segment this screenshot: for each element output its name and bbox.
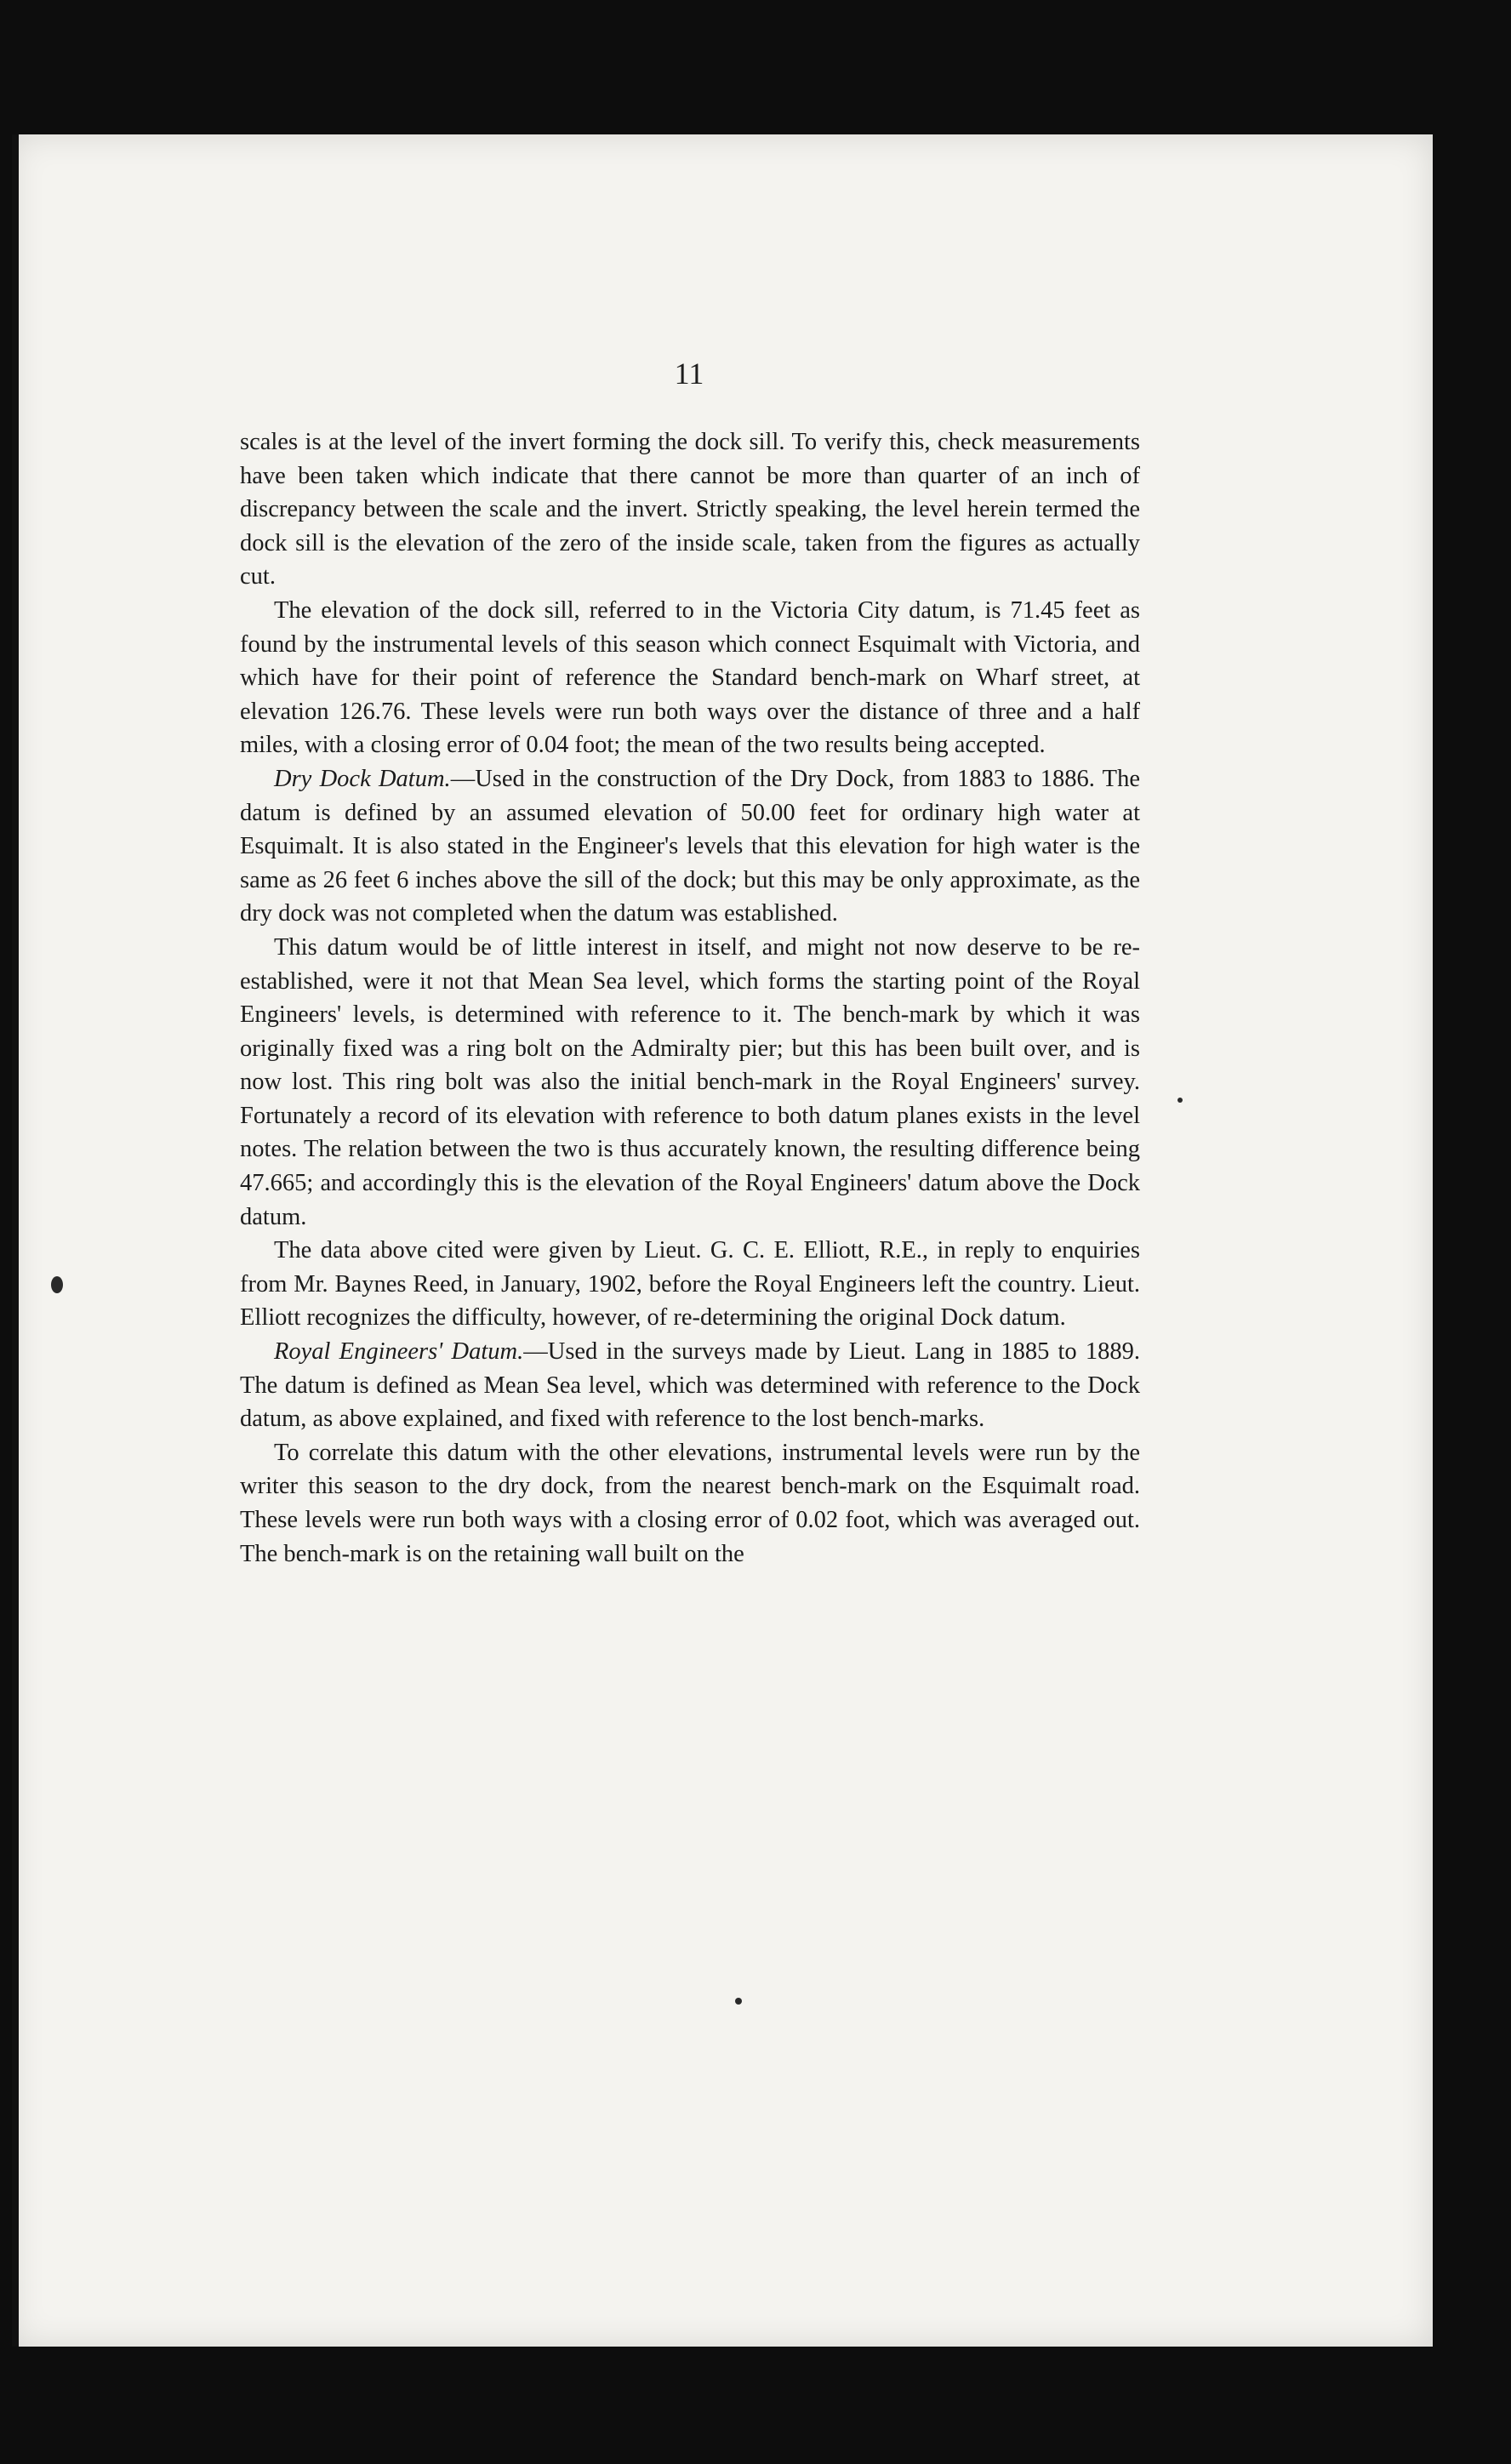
paragraph-1-text: scales is at the level of the invert forming the dock sill. To verify this, check measurements have been taken which indicate that there cannot be more than quarter of an inch of discrepancy between the scale and the invert. Strictly speaking, the level herein termed the dock sill is the elevation of the zero of the inside scale, taken from the figures as actually cut. [240, 429, 1140, 590]
page-edge-shadow [12, 134, 19, 2347]
paragraph-dry-dock-datum [240, 762, 1140, 931]
paragraph-7-text: To correlate this datum with the other elevations, instrumental levels were run by the writer this season to the dry dock, from the nearest bench-mark on the Esquimalt road. These levels were run both ways with a closing error of 0.02 foot, which was averaged out. The bench-mark is on the retaining wall built on the [240, 1439, 1140, 1567]
paragraph-1 [240, 425, 1140, 594]
scan-speck [51, 1276, 63, 1293]
paragraph-7 [240, 1436, 1140, 1571]
paragraph-4 [240, 931, 1140, 1234]
section-heading-dry-dock-datum: Dry Dock Datum. [274, 765, 451, 792]
paragraph-royal-engineers-datum [240, 1335, 1140, 1436]
scan-speck [1177, 1098, 1183, 1103]
paragraph-6-text: —Used in the surveys made by Lieut. Lang in 1885 to 1889. The datum is defined as Mean Sea level, which was determined with reference to the Dock datum, as above explained, and fixed with reference to the lost bench-marks. [240, 1338, 1141, 1433]
paragraph-2-text: The elevation of the dock sill, referred to in the Victoria City datum, is 71.45 feet as found by the instrumental levels of this season which connect Esquimalt with Victoria, and which have for their point of reference the Standard bench-mark on Wharf street, at elevation 126.76. These levels were run both ways over the distance of three and a half miles, with a closing error of 0.04 foot; the mean of the two results being accepted. [240, 596, 1140, 759]
scan-speck [735, 1998, 742, 2005]
paragraph-3-text: —Used in the construction of the Dry Dock, from 1883 to 1886. The datum is defined by an assumed elevation of 50.00 feet for ordinary high water at Esquimalt. It is also stated in the Engineer's levels that this elevation for high water is the same as 26 feet 6 inches above the sill of the dock; but this may be only approximate, as the dry dock was not completed when the datum was established. [240, 765, 1140, 927]
paragraph-5 [240, 1234, 1140, 1335]
paragraph-5-text: The data above cited were given by Lieut. G. C. E. Elliott, R.E., in reply to enquiries from Mr. Baynes Reed, in January, 1902, before the Royal Engineers left the country. Lieut. Elliott recognizes the difficulty, however, of re-determining the original Dock datum. [240, 1237, 1140, 1332]
page-number: 11 [674, 356, 704, 391]
paragraph-2 [240, 594, 1140, 762]
body-text [240, 425, 1140, 1571]
paragraph-4-text: This datum would be of little interest in itself, and might not now deserve to be re-established, were it not that Mean Sea level, which forms the starting point of the Royal Engineers' levels, is determined with reference to it. The bench-mark by which it was originally fixed was a ring bolt on the Admiralty pier; but this has been built over, and is now lost. This ring bolt was also the initial bench-mark in the Royal Engineers' survey. Fortunately a record of its elevation with reference to both datum planes exists in the level notes. The relation between the two is thus accurately known, the resulting difference being 47.665; and accordingly this is the elevation of the Royal Engineers' datum above the Dock datum. [240, 933, 1140, 1230]
section-heading-royal-engineers-datum: Royal Engineers' Datum. [274, 1338, 524, 1366]
